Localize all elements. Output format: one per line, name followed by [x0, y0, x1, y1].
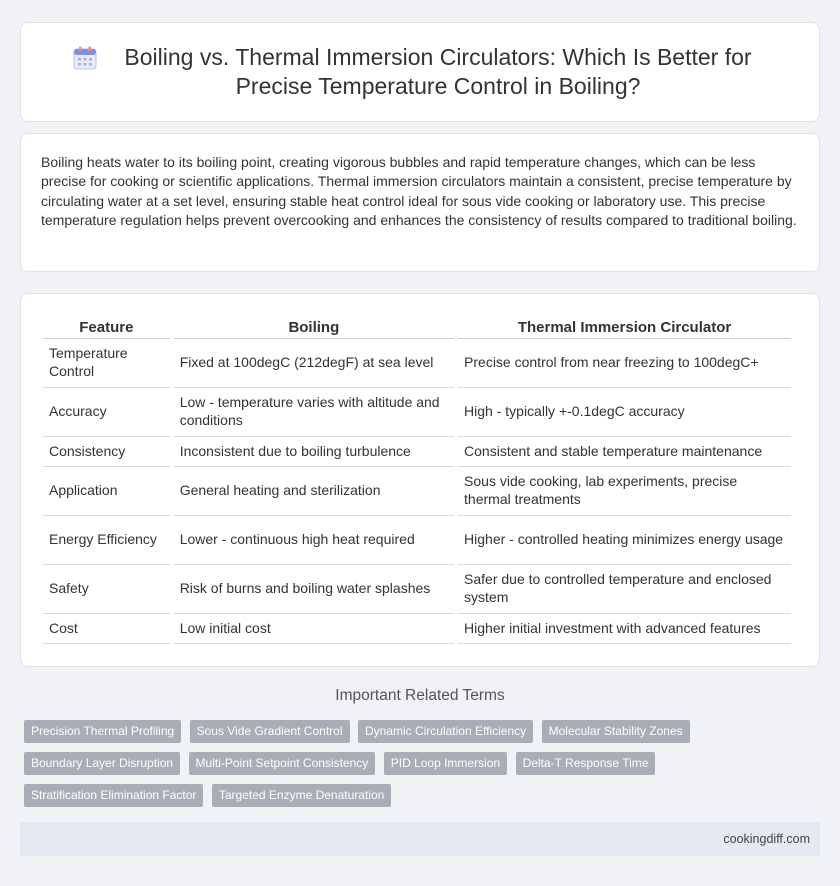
boiling-cell: General heating and sterilization: [174, 467, 454, 516]
related-tag[interactable]: Dynamic Circulation Efficiency: [358, 720, 533, 743]
header-circulator: Thermal Immersion Circulator: [458, 312, 791, 339]
feature-cell: Consistency: [43, 437, 170, 467]
table-row: [43, 565, 791, 614]
related-tag[interactable]: Sous Vide Gradient Control: [190, 720, 350, 743]
feature-cell: Safety: [43, 565, 170, 614]
table-row: [43, 437, 791, 467]
feature-cell: Energy Efficiency: [43, 516, 170, 565]
related-tags: [24, 720, 784, 816]
circulator-cell: Safer due to controlled temperature and enclosed system: [458, 565, 791, 614]
boiling-cell: Risk of burns and boiling water splashes: [174, 565, 454, 614]
circulator-cell: Sous vide cooking, lab experiments, precise thermal treatments: [458, 467, 791, 516]
circulator-cell: Consistent and stable temperature maintenance: [458, 437, 791, 467]
related-tag[interactable]: Delta-T Response Time: [516, 752, 656, 775]
circulator-cell: Higher initial investment with advanced features: [458, 614, 791, 644]
related-tag[interactable]: Multi-Point Setpoint Consistency: [189, 752, 376, 775]
comparison-card: [20, 293, 820, 667]
header-feature: Feature: [43, 312, 170, 339]
circulator-cell: Higher - controlled heating minimizes energy usage: [458, 516, 791, 565]
feature-cell: Cost: [43, 614, 170, 644]
feature-cell: Application: [43, 467, 170, 516]
related-tag[interactable]: Boundary Layer Disruption: [24, 752, 180, 775]
page-title: Boiling vs. Thermal Immersion Circulators: Which Is Better for Precise Temperature Control in Boiling?: [124, 44, 752, 99]
related-tag[interactable]: Targeted Enzyme Denaturation: [212, 784, 391, 807]
related-tag[interactable]: Molecular Stability Zones: [542, 720, 690, 743]
header-boiling: Boiling: [174, 312, 454, 339]
boiling-cell: Inconsistent due to boiling turbulence: [174, 437, 454, 467]
related-tag[interactable]: Precision Thermal Profiling: [24, 720, 181, 743]
title-card: [20, 22, 820, 122]
table-row: [43, 388, 791, 437]
footer-site-link[interactable]: cookingdiff.com: [723, 832, 810, 846]
calendar-icon: [72, 45, 98, 71]
related-terms-heading: Important Related Terms: [335, 687, 505, 704]
table-row: [43, 516, 791, 565]
table-row: [43, 467, 791, 516]
boiling-cell: Low - temperature varies with altitude and conditions: [174, 388, 454, 437]
intro-paragraph: Boiling heats water to its boiling point, creating vigorous bubbles and rapid temperature changes, which can be less precise for cooking or scientific applications. Thermal immersion circulators maintain a consistent, precise temperature by circulating water at a set level, ensuring stable heat control ideal for sous vide cooking or laboratory use. This precise temperature regulation helps prevent overcooking and enhances the consistency of results compared to traditional boiling.: [41, 154, 797, 229]
boiling-cell: Lower - continuous high heat required: [174, 516, 454, 565]
circulator-cell: High - typically +-0.1degC accuracy: [458, 388, 791, 437]
intro-card: [20, 133, 820, 272]
boiling-cell: Low initial cost: [174, 614, 454, 644]
table-header-row: [43, 312, 791, 339]
circulator-cell: Precise control from near freezing to 100degC+: [458, 339, 791, 388]
related-tag[interactable]: PID Loop Immersion: [384, 752, 507, 775]
comparison-table: [39, 312, 795, 644]
boiling-cell: Fixed at 100degC (212degF) at sea level: [174, 339, 454, 388]
feature-cell: Accuracy: [43, 388, 170, 437]
table-row: [43, 339, 791, 388]
footer: [20, 822, 820, 856]
feature-cell: Temperature Control: [43, 339, 170, 388]
table-row: [43, 614, 791, 644]
related-tag[interactable]: Stratification Elimination Factor: [24, 784, 203, 807]
